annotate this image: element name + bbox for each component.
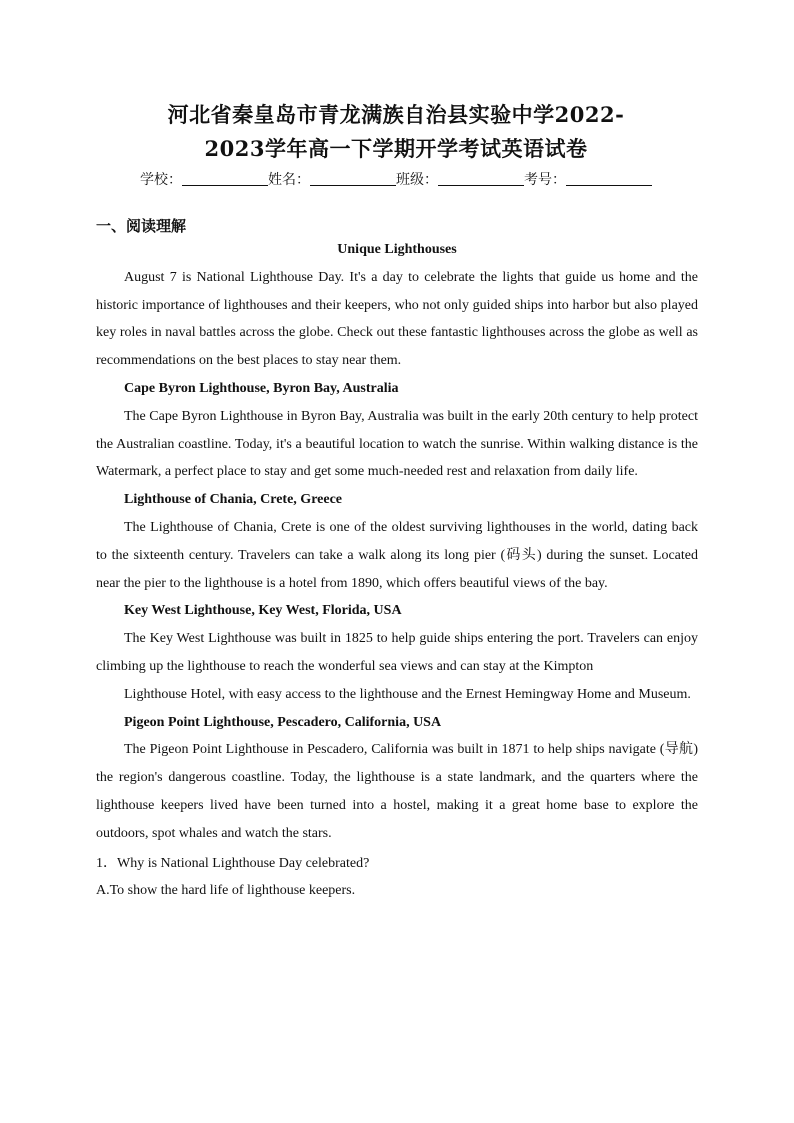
item-heading: Pigeon Point Lighthouse, Pescadero, California, USA <box>124 714 442 730</box>
item-heading: Cape Byron Lighthouse, Byron Bay, Australia <box>124 380 399 396</box>
exam-number-label: 考号： <box>524 172 566 188</box>
name-blank[interactable] <box>310 171 396 186</box>
item-heading: Lighthouse of Chania, Crete, Greece <box>124 492 343 508</box>
exam-title-line2: 2023学年高一下学期开学考试英语试卷 <box>204 136 588 161</box>
exam-number-blank[interactable] <box>566 171 652 186</box>
class-blank[interactable] <box>438 171 524 186</box>
item-text-continued: Lighthouse Hotel, with easy access to the lighthouse and the Ernest Hemingway Home and Museum. <box>124 686 691 702</box>
item-text: The Key West Lighthouse was built in 1825 to help guide ships entering the port. Travelers can enjoy climbing up the lighthouse to reach the wonderful sea views and can stay at the Kimpton <box>96 631 698 674</box>
school-label: 学校： <box>140 172 182 188</box>
passage-intro: August 7 is National Lighthouse Day. It's a day to celebrate the lights that guide us home and the historic importance of lighthouses and their keepers, who not only guided ships into harbor but also played key roles in naval battles across the globe. Check out these fantastic lighthouses across the globe as well as recommendations on the best places to stay near them. <box>96 269 698 369</box>
exam-title-line1: 河北省秦皇岛市青龙满族自治县实验中学2022- <box>167 102 625 127</box>
class-label: 班级： <box>396 172 438 188</box>
item-text: The Pigeon Point Lighthouse in Pescadero, California was built in 1871 to help ships navigate (导航) the region's dangerous coastline. Today, the lighthouse is a state landmark, and the quarters where the lighthouse keepers lived have been turned into a hostel, making it a great home base to explore the outdoors, spot whales and watch the stars. <box>96 742 698 841</box>
item-heading: Key West Lighthouse, Key West, Florida, USA <box>124 603 402 619</box>
name-label: 姓名： <box>268 172 310 188</box>
item-text: The Cape Byron Lighthouse in Byron Bay, Australia was built in the early 20th century to help protect the Australian coastline. Today, it's a beautiful location to watch the sunrise. Within walking distance is the Watermark, a perfect place to stay and get some much-needed rest and relaxation from daily life. <box>96 408 698 480</box>
question-stem: 1．Why is National Lighthouse Day celebrated? <box>96 855 370 871</box>
passage-title: Unique Lighthouses <box>337 242 457 257</box>
question-option-a[interactable]: A.To show the hard life of lighthouse keepers. <box>96 883 356 899</box>
reading-passage <box>96 236 698 905</box>
section-heading: 一、阅读理解 <box>96 217 187 235</box>
item-text: The Lighthouse of Chania, Crete is one of the oldest surviving lighthouses in the world, dating back to the sixteenth century. Travelers can take a walk along its long pier (码头) during the sunset. Located near the pier to the lighthouse is a hotel from 1890, which offers beautiful views of the bay. <box>96 519 698 591</box>
school-blank[interactable] <box>182 171 268 186</box>
student-info-line <box>96 170 696 190</box>
